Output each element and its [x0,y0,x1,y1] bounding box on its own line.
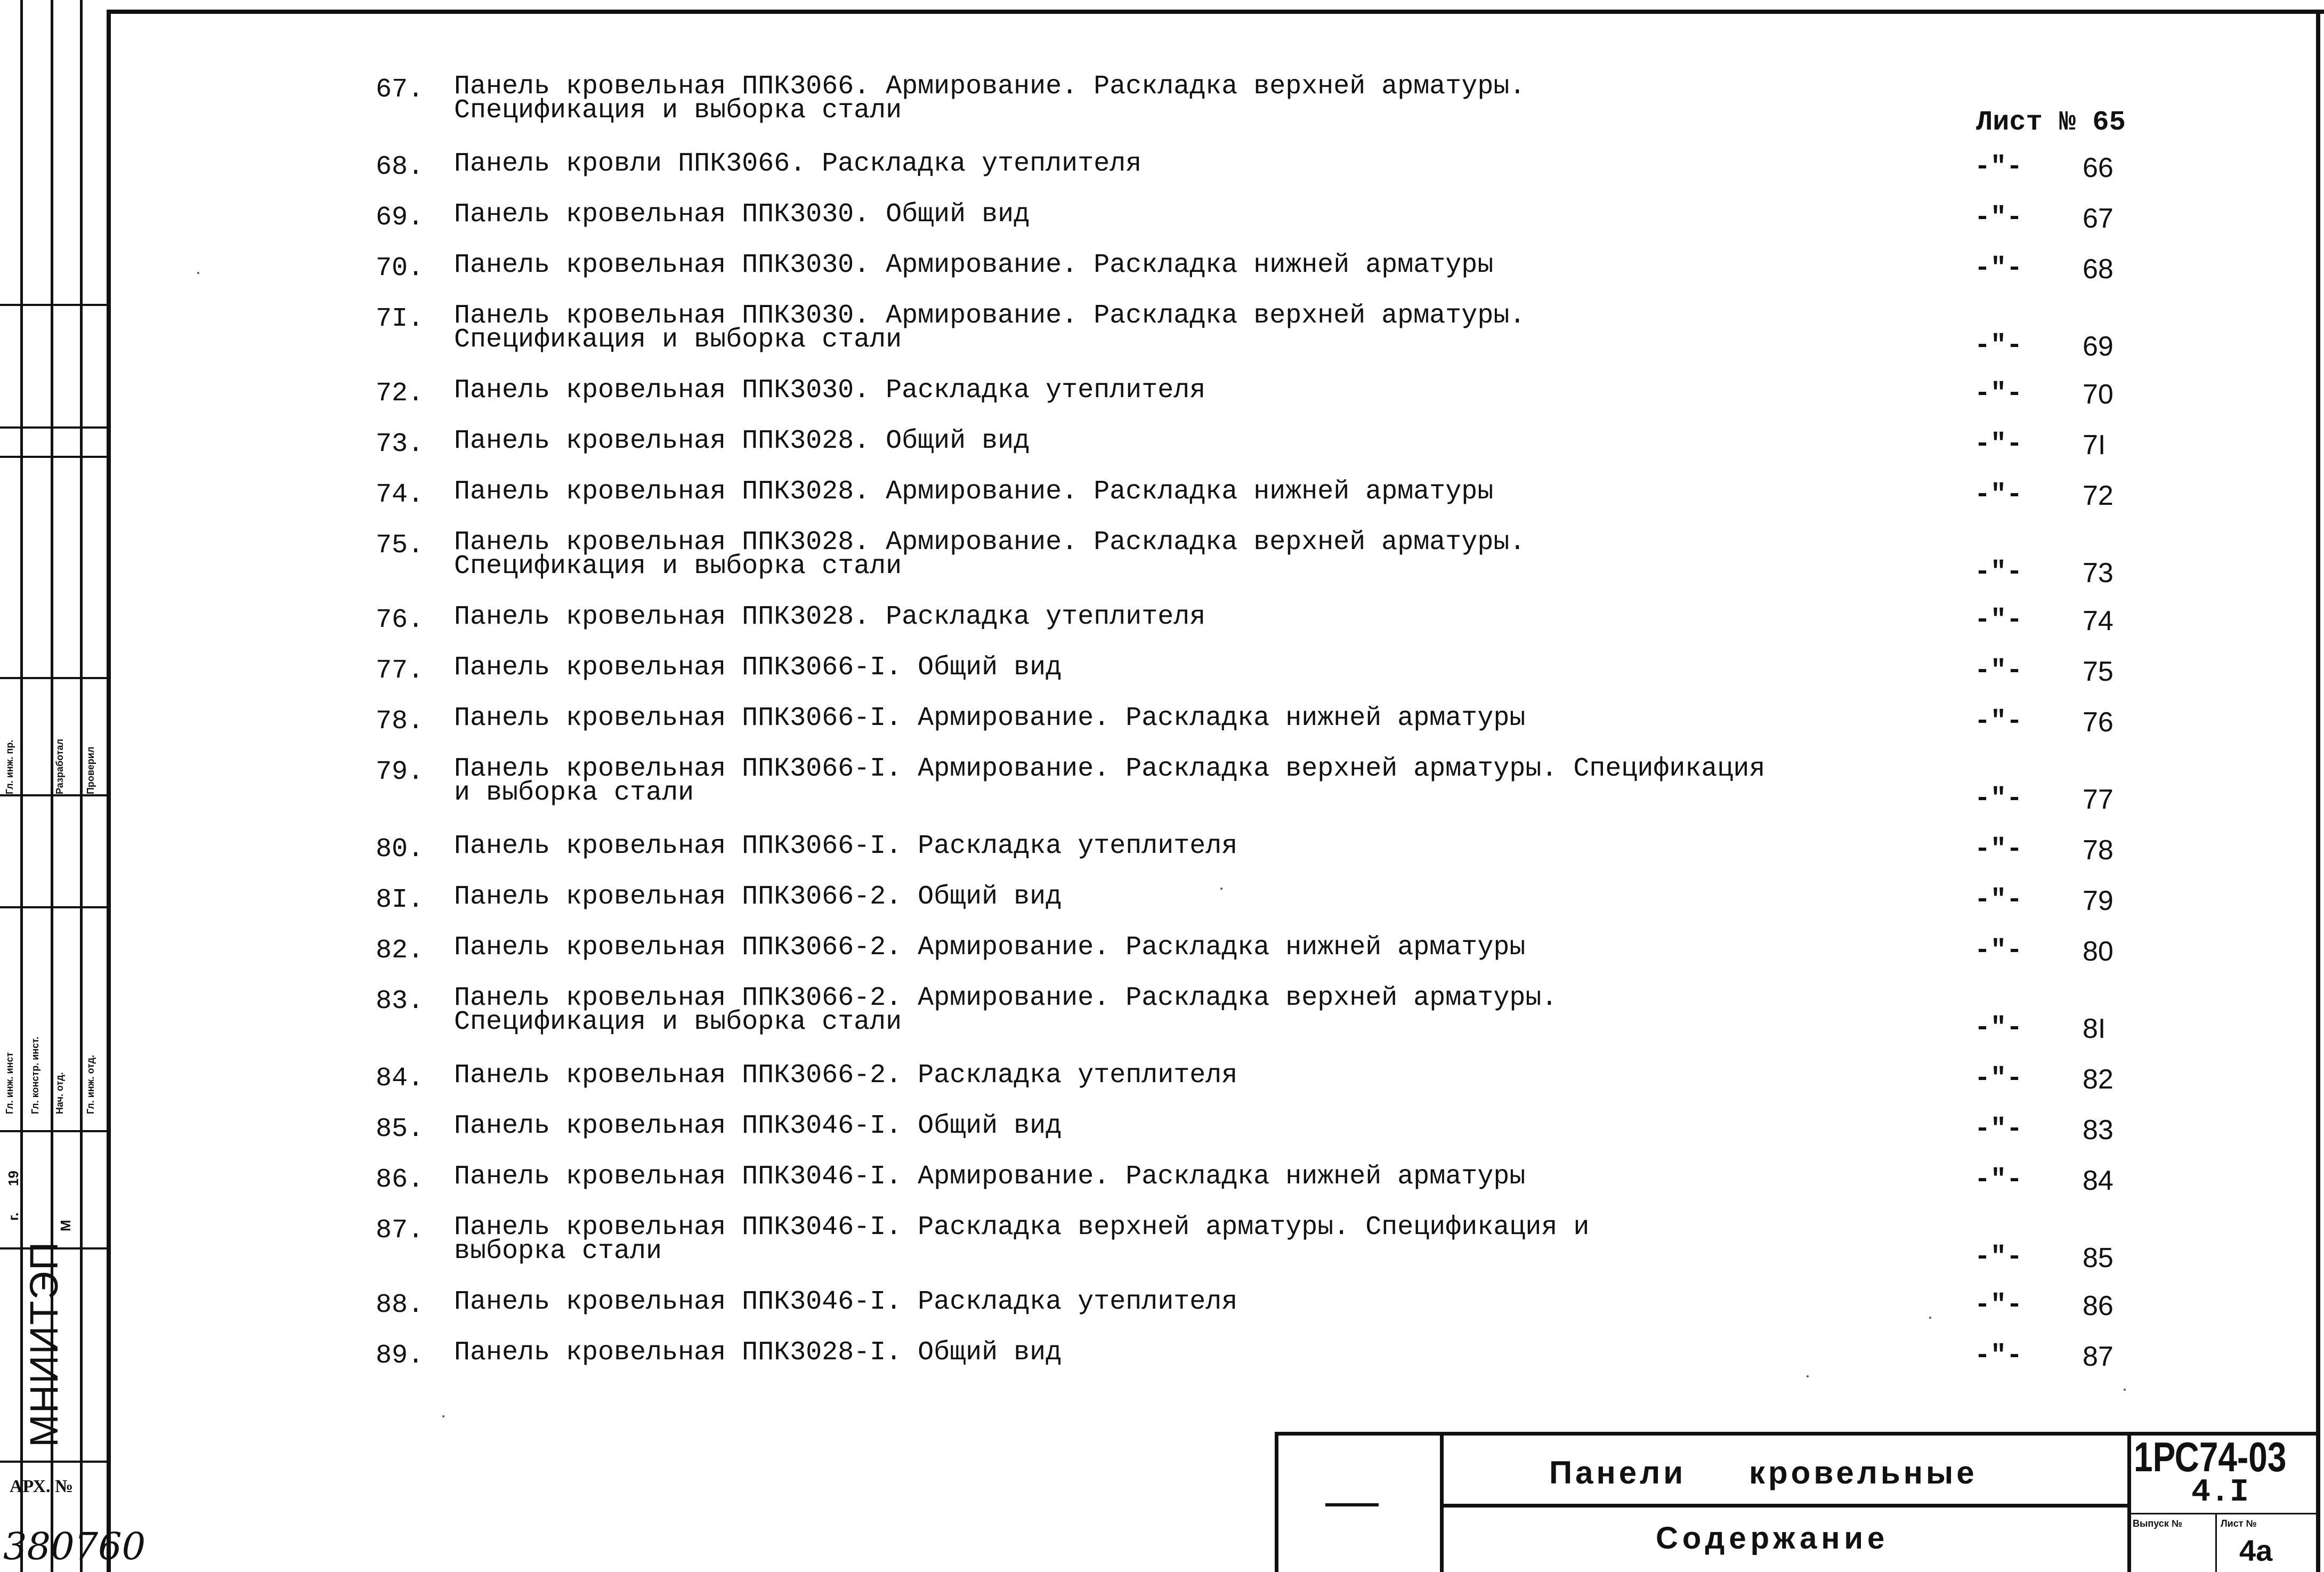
ditto-mark: -"- [1974,656,2023,686]
entry-page: 79 [2083,885,2114,916]
frame-right-border [2316,10,2320,1572]
sheet-label: Лист № [2221,1518,2257,1529]
entry-page: 73 [2083,558,2114,589]
strip-separator [0,794,107,796]
entry-title: Панель кровельная ППК3066-I. Раскладка утеплителя [454,831,1238,861]
entry-page: 75 [2083,656,2114,687]
document-code: 1РС74-03 [2134,1433,2287,1480]
role-label: Нач. отд. [54,1072,65,1114]
entry-page: 82 [2083,1064,2114,1095]
ditto-mark: -"- [1974,1341,2023,1371]
ditto-mark: -"- [1974,834,2023,865]
document-title: Панели [1549,1455,1687,1490]
entry-title: Панель кровельная ППК3066-I. Армирование. Раскладка верхней арматуры. Спецификация и выборка стали [454,754,1766,808]
ditto-mark: -"- [1974,203,2023,233]
ditto-mark: -"- [1974,253,2023,284]
scan-speck [1929,1317,1931,1319]
title-block [1275,1432,2316,1572]
entry-page: 80 [2083,936,2114,967]
title-block-divider [2215,1513,2217,1572]
entry-title: Панель кровельная ППК3066-I. Армирование. Раскладка нижней арматуры [454,703,1526,733]
entry-title: Панель кровельная ППК3030. Армирование. Раскладка нижней арматуры [454,250,1494,280]
entry-title: Панель кровельная ППК3028. Армирование. Раскладка верхней арматуры. Спецификация и выборка стали [454,527,1526,582]
entry-title: Панель кровельная ППК3066-2. Армирование. Раскладка нижней арматуры [454,932,1526,963]
title-block-divider [1440,1432,1444,1572]
entry-title: Панель кровельная ППК3028. Армирование. Раскладка нижней арматуры [454,477,1494,507]
role-label: Гл. инж. отд. [85,1055,96,1114]
ditto-mark: -"- [1974,1165,2023,1195]
entry-number: 69. [376,203,424,233]
ditto-mark: -"- [1974,152,2023,182]
ditto-mark: -"- [1974,1013,2023,1043]
frame-top-border [107,10,2324,14]
scan-speck [197,272,199,274]
entry-page: 70 [2083,379,2114,410]
entry-page: 72 [2083,480,2114,511]
entry-number: 79. [376,757,424,787]
entry-page: 68 [2083,254,2114,285]
sheet-number: 4а [2239,1534,2273,1567]
entry-number: 76. [376,605,424,635]
entry-title: Панель кровельная ППК3028. Раскладка утеплителя [454,602,1206,632]
strip-separator [0,456,107,458]
strip-separator [0,426,107,429]
entry-page: 78 [2083,835,2114,866]
ditto-mark: -"- [1974,330,2023,361]
entry-page: 77 [2083,784,2114,815]
entry-page: 87 [2083,1341,2114,1372]
document-part: 4.I [2191,1474,2249,1511]
entry-page: 85 [2083,1243,2114,1273]
strip-separator [0,1130,107,1132]
entry-title: Панель кровельная ППК3028. Общий вид [454,426,1030,456]
entry-number: 8I. [376,885,424,915]
issue-label: Выпуск № [2133,1518,2182,1529]
ditto-mark: -"- [1974,1114,2023,1144]
title-block-divider [1440,1504,2127,1507]
entry-number: 83. [376,986,424,1017]
ditto-mark: -"- [1974,429,2023,459]
entry-number: 86. [376,1165,424,1195]
title-block-divider [2127,1432,2131,1572]
frame-left-border [107,10,111,1572]
title-block-border [1275,1432,1278,1572]
entry-number: 89. [376,1341,424,1371]
binding-strip [0,0,146,1572]
archive-label: АРХ. № [10,1477,74,1496]
entry-page: 83 [2083,1115,2114,1146]
entry-page: 7I [2083,430,2106,461]
role-label: Гл. инж. инст [4,1052,15,1114]
role-label: Гл. констр. инст. [30,1036,41,1114]
entry-title: Панель кровельная ППК3066-2. Армирование. Раскладка верхней арматуры. Спецификация и выборка стали [454,983,1558,1037]
role-label: Разработал [54,739,65,794]
entry-number: 68. [376,152,424,182]
entry-page: 67 [2083,203,2114,234]
archive-number: 380760 [3,1525,146,1568]
ditto-mark: -"- [1974,784,2023,814]
ditto-mark: -"- [1974,605,2023,635]
scan-speck [2124,1389,2126,1391]
entry-number: 72. [376,378,424,409]
strip-line [80,0,83,1572]
entry-number: 85. [376,1114,424,1144]
entry-number: 87. [376,1215,424,1246]
entry-page: 86 [2083,1291,2114,1321]
title-block-dash [1325,1503,1379,1506]
ditto-mark: -"- [1974,557,2023,587]
entry-number: 74. [376,480,424,510]
entry-page: 69 [2083,331,2114,362]
strip-separator [0,304,107,306]
entry-title: Панель кровельная ППК3066. Армирование. Раскладка верхней арматуры. Спецификация и выборка стали [454,71,1526,126]
entry-title: Панель кровельная ППК3030. Раскладка утеплителя [454,375,1206,406]
entry-page: 84 [2083,1165,2114,1196]
entry-page: 76 [2083,707,2114,738]
ditto-mark: -"- [1974,1063,2023,1094]
scan-speck [1807,1375,1809,1377]
entry-page: 66 [2083,152,2114,183]
ditto-mark: -"- [1974,1290,2023,1320]
entry-number: 88. [376,1290,424,1320]
scan-speck [1220,888,1222,890]
entry-number: 84. [376,1063,424,1094]
entry-number: 75. [376,530,424,561]
month-mark: М [58,1220,74,1231]
year-suffix: г. [5,1212,21,1221]
entry-number: 82. [376,936,424,966]
ditto-mark: -"- [1974,936,2023,966]
ditto-mark: -"- [1974,480,2023,510]
entry-number: 7I. [376,304,424,334]
entry-title: Панель кровельная ППК3066-I. Общий вид [454,652,1062,683]
strip-separator [0,677,107,679]
entry-title: Панель кровельная ППК3066-2. Общий вид [454,882,1062,912]
ditto-mark: -"- [1974,885,2023,915]
entry-title: Панель кровельная ППК3046-I. Армирование. Раскладка нижней арматуры [454,1162,1526,1192]
entry-number: 73. [376,429,424,459]
title-block-divider [2127,1513,2316,1514]
role-label: Гл. инж. пр. [4,739,15,794]
entry-page: 8I [2083,1013,2106,1044]
ditto-mark: -"- [1974,378,2023,409]
year-prefix: 19 [5,1171,21,1186]
entry-title: Панель кровельная ППК3046-I. Общий вид [454,1111,1062,1141]
sheet-column-header: Лист № 65 [1976,107,2126,138]
ditto-mark: -"- [1974,1242,2023,1272]
ditto-mark: -"- [1974,706,2023,737]
entry-title: Панель кровли ППК3066. Раскладка утеплителя [454,149,1142,179]
entry-title: Панель кровельная ППК3066-2. Раскладка утеплителя [454,1060,1238,1091]
entry-number: 78. [376,706,424,737]
entry-page: 74 [2083,606,2114,636]
entry-title: Панель кровельная ППК3046-I. Раскладка утеплителя [454,1287,1238,1317]
entry-title: Панель кровельная ППК3046-I. Раскладка верхней арматуры. Спецификация и выборка стали [454,1212,1590,1267]
scan-speck [442,1415,444,1417]
institute-name: МНИИТЭП [22,1240,66,1447]
entry-title: Панель кровельная ППК3030. Армирование. Раскладка верхней арматуры. Спецификация и выборка стали [454,301,1526,355]
entry-number: 70. [376,253,424,284]
entry-number: 77. [376,656,424,686]
entry-title: Панель кровельная ППК3028-I. Общий вид [454,1337,1062,1368]
role-label: Проверил [85,746,96,794]
entry-number: 80. [376,834,424,865]
entry-number: 67. [376,75,424,105]
document-subtitle: Содержание [1656,1521,1889,1555]
entry-title: Панель кровельная ППК3030. Общий вид [454,199,1030,230]
document-title-2: кровельные [1749,1455,1978,1490]
strip-separator [0,906,107,908]
strip-separator [0,1461,107,1463]
